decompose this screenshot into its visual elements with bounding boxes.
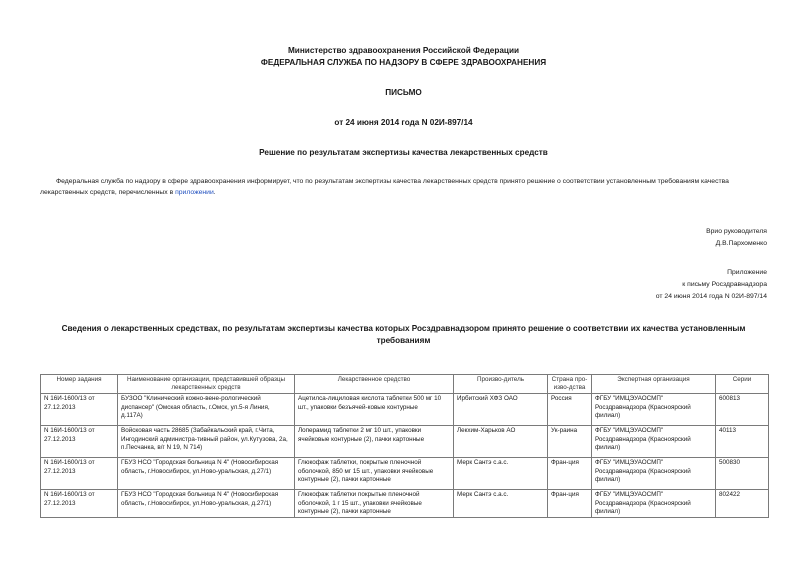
table-cell: 500830 xyxy=(716,458,769,490)
table-cell: ФГБУ "ИМЦЭУАОСМП" Росздравнадзора (Красноярский филиал) xyxy=(592,426,716,458)
body-paragraph xyxy=(40,177,768,198)
table-cell: ГБУЗ НСО "Городская больница N 4" (Новосибирская область, г.Новосибирск, ул.Ново-уральская, д.27/1) xyxy=(118,490,295,518)
ministry-title: Министерство здравоохранения Российской Федерации xyxy=(287,46,520,55)
table-cell: Россия xyxy=(548,394,592,426)
table-cell: ФГБУ "ИМЦЭУАОСМП" Росздравнадзора (Красноярский филиал) xyxy=(592,490,716,518)
table-cell: Войсковая часть 28685 (Забайкальский край, г.Чита, Ингодинский администра-тивный район, ул.Кутузова, 2а, п.Песчанка, в/г N 19, N 714) xyxy=(118,426,295,458)
table-row xyxy=(41,426,769,458)
table-row xyxy=(41,458,769,490)
signature-name: Д.В.Пархоменко xyxy=(715,240,767,247)
column-header: Произво-дитель xyxy=(454,375,548,394)
table-cell: Глюкофаж таблетки покрытые пленочной оболочкой, 1 г 15 шт., упаковки ячейковые контурные (2), пачки картонные xyxy=(295,490,454,518)
table-cell: Мерк Сантэ с.а.с. xyxy=(454,458,548,490)
table-cell: БУЗОО "Клинический кожно-вене-рологический диспансер" (Омская область, г.Омск, ул.5-я Линия, д.117А) xyxy=(118,394,295,426)
column-header: Серии xyxy=(716,375,769,394)
table-row xyxy=(41,490,769,518)
table-cell: Фран-ция xyxy=(548,458,592,490)
table-cell: 802422 xyxy=(716,490,769,518)
table-cell: Ацетилса-лициловая кислота таблетки 500 мг 10 шт., упаковки безъячей-ковые контурные xyxy=(295,394,454,426)
table-header-row xyxy=(41,375,769,394)
table-cell: ГБУЗ НСО "Городская больница N 4" (Новосибирская область, г.Новосибирск, ул.Ново-уральская, д.27/1) xyxy=(118,458,295,490)
service-title: ФЕДЕРАЛЬНАЯ СЛУЖБА ПО НАДЗОРУ В СФЕРЕ ЗДРАВООХРАНЕНИЯ xyxy=(260,58,547,67)
table-row xyxy=(41,394,769,426)
signature-position: Врио руководителя xyxy=(706,228,767,235)
table-cell: N 16И-1600/13 от 27.12.2013 xyxy=(41,426,118,458)
table-cell: Лоперамид таблетки 2 мг 10 шт., упаковки ячейковые контурные (2), пачки картонные xyxy=(295,426,454,458)
body-text-end: . xyxy=(213,188,216,196)
table-cell: ФГБУ "ИМЦЭУАОСМП" Росздравнадзора (Красноярский филиал) xyxy=(592,394,716,426)
column-header: Номер задания xyxy=(41,375,118,394)
column-header: Страна про-изво-дства xyxy=(548,375,592,394)
medicines-table xyxy=(40,374,769,518)
document-date-number: от 24 июня 2014 года N 02И-897/14 xyxy=(334,118,473,127)
column-header: Лекарственное средство xyxy=(295,375,454,394)
appendix-to-letter: к письму Росздравнадзора xyxy=(682,281,767,288)
table-cell: N 16И-1600/13 от 27.12.2013 xyxy=(41,458,118,490)
table-cell: Ук-раина xyxy=(548,426,592,458)
table-cell: Мерк Сантэ с.а.с. xyxy=(454,490,548,518)
document-subject: Решение по результатам экспертизы качества лекарственных средств xyxy=(259,148,548,157)
appendix-title: Сведения о лекарственных средствах, по результатам экспертизы качества которых Росздравнадзором принято решение о соответствии их качества установленным требованиям xyxy=(61,324,746,345)
appendix-date-number: от 24 июня 2014 года N 02И-897/14 xyxy=(655,293,767,300)
column-header: Наименование организации, представившей образцы лекарственных средств xyxy=(118,375,295,394)
appendix-link[interactable]: приложении xyxy=(175,188,214,196)
table-cell: Фран-ция xyxy=(548,490,592,518)
document-type: ПИСЬМО xyxy=(385,88,422,97)
table-cell: ФГБУ "ИМЦЭУАОСМП" Росздравнадзора (Красноярский филиал) xyxy=(592,458,716,490)
table-cell: 600813 xyxy=(716,394,769,426)
column-header: Экспертная организация xyxy=(592,375,716,394)
table-cell: N 16И-1600/13 от 27.12.2013 xyxy=(41,394,118,426)
table-cell: N 16И-1600/13 от 27.12.2013 xyxy=(41,490,118,518)
table-cell: Лекхим-Харьков АО xyxy=(454,426,548,458)
table-cell: Глюкофаж таблетки, покрытые пленочной оболочкой, 850 мг 15 шт., упаковки ячейковые контурные (2), пачки картонные xyxy=(295,458,454,490)
table-cell: Ирбитский ХФЗ ОАО xyxy=(454,394,548,426)
table-cell: 40113 xyxy=(716,426,769,458)
body-text: Федеральная служба по надзору в сфере здравоохранения информирует, что по результатам экспертизы качества лекарственных средств принято решение о соответствии установленным требованиям качества лекарственных средств, перечисленных в xyxy=(40,178,729,196)
appendix-label: Приложение xyxy=(727,269,767,276)
